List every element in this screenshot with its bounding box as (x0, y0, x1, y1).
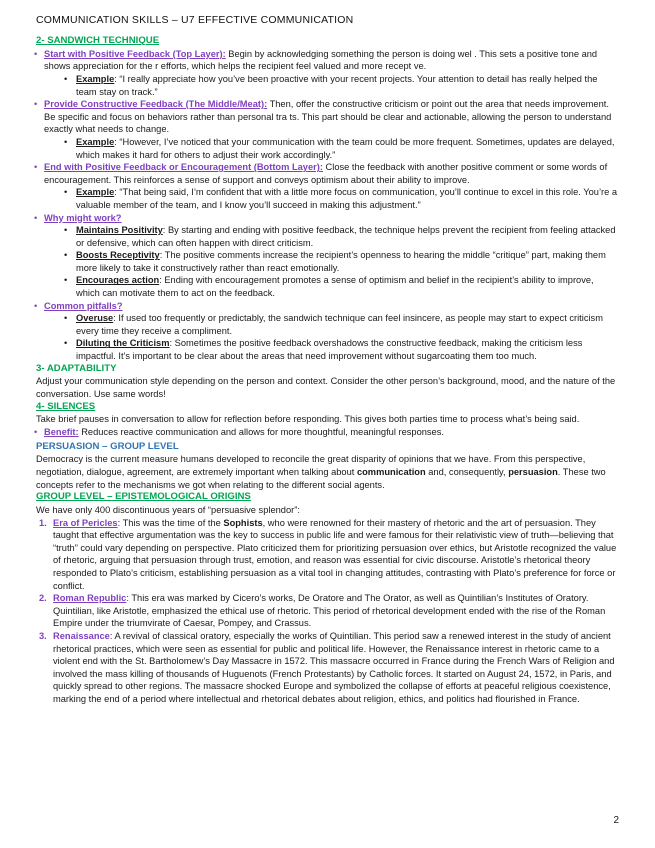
bullet-icon: • (34, 427, 38, 438)
pitfall-item (36, 337, 619, 362)
item-number: 3. (39, 630, 47, 641)
bullet-benefit (36, 426, 619, 439)
bullet-text: Begin by acknowledging something the person is doing wel . This sets a positive tone and shows appreciation for the r efforts, which helps the recipient feel valued and more recept ve. (44, 48, 598, 72)
bullet-label: Benefit: (44, 427, 79, 438)
bullet-icon: • (34, 162, 38, 173)
bullet-label: Common pitfalls? (44, 300, 123, 311)
adaptability-text: Adjust your communication style depending on the person and context. Consider the other person’s background, mood, and the nature of the conversation. Use same words! (36, 376, 616, 400)
item-number: 2. (39, 593, 47, 604)
item-text-a: : This era was marked by Cicero’s works, De Oratore and The Orator, as well as Quintilian’s Institutes of Oratory. Quintilian, like Aristotle, emphasized the ethical use of rhetoric. This period of rhetorical development ended with the rise of the Roman Empire under the triumvirate of Caesar, Pompey, and Crassus. (53, 593, 606, 629)
why-item-lead: Encourages action (76, 275, 160, 286)
example-top-layer (36, 73, 619, 98)
bullet-icon: • (64, 338, 68, 349)
pitfall-item-text: : If used too frequently or predictably, the sandwich technique can feel insincere, as people may start to expect criticism every time they receive a compliment. (76, 313, 603, 336)
example-text: : “That being said, I’m confident that with a little more focus on communication, you’ll continue to excel in this role. You’re a valuable member of the team, and I know you’ll succeed in making this adjustment.” (76, 187, 618, 210)
item-lead: Era of Pericles (53, 517, 118, 528)
item-lead: Roman Republic (53, 593, 127, 604)
example-bottom-layer (36, 186, 619, 211)
bullet-text: Reduces reactive communication and allows for more thoughtful, meaningful responses. (78, 427, 444, 438)
bullet-text: Close the feedback with another positive comment or some words of encouragement. This reinforces a sense of support and conveys optimism about their ability to improve. (44, 162, 608, 185)
bullet-icon: • (64, 187, 68, 198)
persuasion-bold-communication: communication (356, 467, 426, 477)
bullet-label: End with Positive Feedback or Encouragement (Bottom Layer): (44, 162, 323, 173)
why-item-lead: Maintains Positivity (76, 225, 163, 236)
bullet-bottom-layer (36, 161, 619, 186)
persuasion-text-b: and, consequently, (425, 467, 509, 477)
section-heading-persuasion: PERSUASION – GROUP LEVEL (36, 440, 179, 452)
bullet-icon: • (34, 300, 38, 311)
pitfall-item-lead: Overuse (76, 313, 114, 324)
bullet-middle-layer (36, 98, 619, 136)
why-item-text: : The positive comments increase the recipient’s openness to hearing the middle “critique” part, making them more likely to take it constructively rather than react emotionally. (76, 250, 606, 273)
example-text: : “I really appreciate how you’ve been proactive with your recent projects. Your attention to detail has really helped the team stay on track.” (76, 73, 598, 97)
bullet-icon: • (64, 313, 68, 324)
example-label: Example (76, 73, 115, 84)
pitfall-item-text: : Sometimes the positive feedback overshadows the constructive feedback, making the criticism less impactful. It’s important to be clear about the areas that need improvement without sugarcoating them too much. (76, 338, 583, 362)
bullet-icon: • (64, 136, 68, 147)
persuasion-text (36, 453, 619, 491)
document-header: COMMUNICATION SKILLS – U7 EFFECTIVE COMMUNICATION (36, 14, 354, 26)
origins-item (36, 517, 619, 593)
bullet-icon: • (64, 73, 68, 84)
pitfall-item-lead: Diluting the Criticism (76, 338, 170, 349)
bullet-why-might-work (36, 212, 619, 225)
persuasion-text-c: . These two concepts refer to the mechanisms we got when relating to the different social agents. (36, 467, 606, 490)
bullet-label: Provide Constructive Feedback (The Middle/Meat): (44, 99, 268, 110)
section-heading-adaptability: 3- ADAPTABILITY (36, 362, 117, 374)
example-middle-layer (36, 136, 619, 161)
bullet-top-layer (36, 48, 619, 73)
origins-item (36, 630, 619, 706)
bullet-icon: • (34, 99, 38, 110)
pitfall-item (36, 312, 619, 337)
item-number: 1. (39, 517, 47, 528)
item-bold: Sophists (223, 517, 263, 528)
silences-text: Take brief pauses in conversation to allow for reflection before responding. This gives both parties time to process what’s being said. (36, 414, 580, 425)
bullet-icon: • (64, 275, 68, 286)
why-item-text: : By starting and ending with positive feedback, the technique helps prevent the recipient from feeling attacked or defensive, which can often happen with direct criticism. (76, 225, 616, 248)
example-text: : “However, I’ve noticed that your communication with the team could be more frequent. Sometimes, updates are delayed, which makes it hard for others to adjust their work accordingly.” (76, 136, 615, 160)
why-item (36, 224, 619, 249)
why-item-text: : Ending with encouragement promotes a sense of optimism and belief in the recipient’s ability to improve, which can motivate them to act on the feedback. (76, 275, 594, 299)
section-heading-sandwich: 2- SANDWICH TECHNIQUE (36, 35, 160, 46)
bullet-icon: • (64, 225, 68, 236)
bullet-icon: • (34, 212, 38, 223)
why-item (36, 249, 619, 274)
origins-intro: We have only 400 discontinuous years of “persuasive splendor”: (36, 504, 300, 515)
bullet-label: Start with Positive Feedback (Top Layer): (44, 48, 226, 59)
persuasion-bold-persuasion: persuasion (508, 467, 558, 477)
section-heading-silences: 4- SILENCES (36, 400, 96, 412)
section-heading-origins: GROUP LEVEL – EPISTEMOLOGICAL ORIGINS (36, 491, 251, 503)
page-number: 2 (613, 815, 619, 826)
bullet-common-pitfalls (36, 300, 619, 313)
why-item-lead: Boosts Receptivity (76, 250, 160, 261)
item-text-b: , who were renowned for their mastery of rhetoric and the art of persuasion. They taught that effective argumentation was the key to success in public life and were famous for their relativistic view of truth—believing that “truth” could vary depending on perspective. Plato criticized them for prioritizing persuasion over ethics, but Aristotle recognized the value of rhetoric, arguing that persuasion through trust, emotion, and reason was essential for civic discourse. Aristotle’s rhetorical theory responded to Plato’s criticism, establishing persuasion as a vital tool in changing attitudes, contrasting with Plato’s preference for force or conflict. (53, 517, 617, 591)
persuasion-text-a: Democracy is the current measure humans developed to reconcile the great disparity of opinions that we have. From this perspective, negotiation, dialogue, agreement, are extremely important when talking about (36, 454, 586, 477)
document-page (36, 14, 619, 705)
item-text-a: : A revival of classical oratory, especially the works of Quintilian. This period saw a renewed interest in the study of ancient rhetorical practices, which were seen as essential for public and political life. However, the Renaissance interest in rhetoric came to a violent end with the St. Bartholomew’s Day Massacre in 1572. This massacre occurred in France during the French Wars of Religion and involved the mass killing of thousands of Huguenots (French Protestants) by Catholic forces. It started on August 24, 1572, in Paris, and quickly spread to other regions. The massacre shocked Europe and symbolized the collapse of efforts at peaceful religious coexistence, marking the end of a period where intellectual and rhetorical debates about religion, ethics, and politics had flourished in France. (53, 630, 615, 704)
bullet-icon: • (64, 250, 68, 261)
bullet-text: Then, offer the constructive criticism or point out the area that needs improvement. Be specific and focus on behaviors rather than personal tra ts. This part should be clear and actionable, allowing the person to understand exactly what needs to change. (44, 99, 612, 135)
why-item (36, 274, 619, 299)
item-text-a: : This was the time of the (117, 517, 224, 528)
bullet-icon: • (34, 48, 38, 59)
bullet-label: Why might work? (44, 212, 122, 223)
example-label: Example (76, 187, 115, 198)
example-label: Example (76, 136, 115, 147)
origins-item (36, 592, 619, 630)
item-lead: Renaissance (53, 630, 110, 641)
